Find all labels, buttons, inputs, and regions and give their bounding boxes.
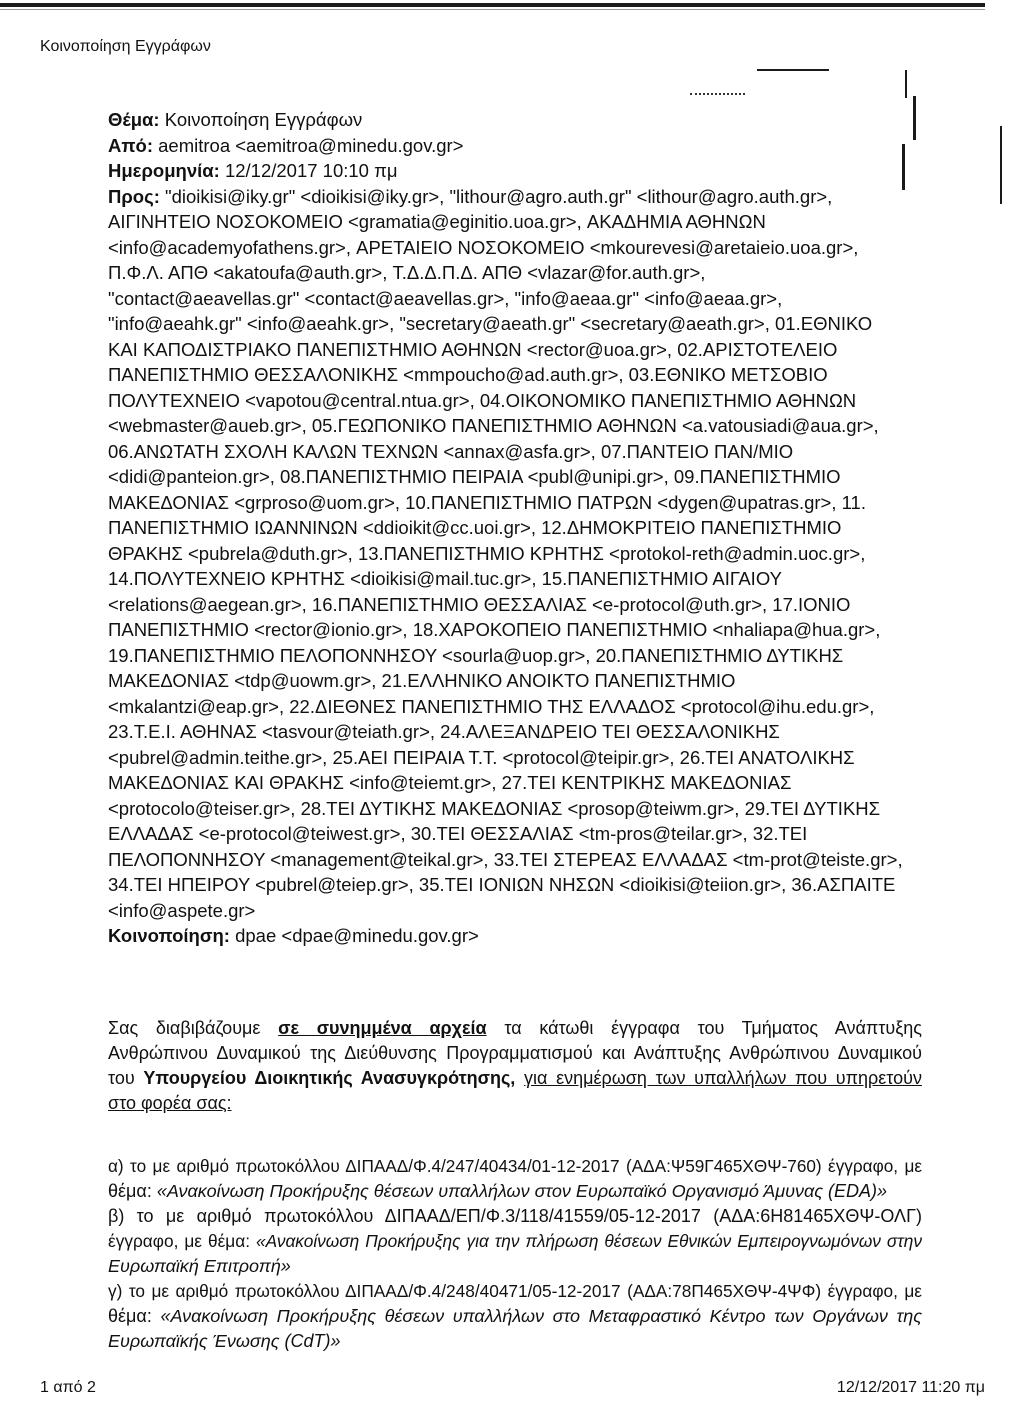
intro-line bbox=[108, 1091, 922, 1116]
subject-value: Κοινοποίηση Εγγράφων bbox=[164, 109, 363, 130]
date-label: Ημερομηνία: bbox=[108, 160, 220, 181]
list-item-subject: Ευρωπαϊκής Ένωσης (CdT)» bbox=[108, 1331, 341, 1351]
recipient-line: ΠΟΛΥΤΕΧΝΕΙΟ <vapotou@central.ntua.gr>, 04.ΟΙΚΟΝΟΜΙΚΟ ΠΑΝΕΠΙΣΤΗΜΙΟ ΑΘΗΝΩΝ bbox=[108, 389, 857, 411]
recipient-line: <info@academyofathens.gr>, ΑΡΕΤΑΙΕΙΟ ΝΟΣΟΚΟΜΕΙΟ <mkourevesi@aretaieio.uoa.gr>, bbox=[108, 236, 859, 258]
list-item-subject: «Ανακοίνωση Προκήρυξης θέσεων υπαλλήλων στο Μεταφραστικό Κέντρο των Οργάνων της bbox=[160, 1306, 922, 1326]
scan-artifact-vertical-line bbox=[905, 70, 907, 98]
recipient-line: <relations@aegean.gr>, 16.ΠΑΝΕΠΙΣΤΗΜΙΟ ΘΕΣΣΑΛΙΑΣ <e-protocol@uth.gr>, 17.ΙΟΝΙΟ bbox=[108, 593, 851, 615]
from-line bbox=[108, 133, 958, 159]
recipient-line: "dioikisi@iky.gr" <dioikisi@iky.gr>, "lithour@agro.auth.gr" <lithour@agro.auth.gr>, bbox=[165, 185, 833, 207]
intro-line bbox=[108, 1041, 922, 1066]
recipient-line: <mkalantzi@eap.gr>, 22.ΔΙΕΘΝΕΣ ΠΑΝΕΠΙΣΤΗΜΙΟ ΤΗΣ ΕΛΛΑΔΟΣ <protocol@ihu.edu.gr>, bbox=[108, 695, 875, 717]
recipient-line: ΚΑΙ ΚΑΠΟΔΙΣΤΡΙΑΚΟ ΠΑΝΕΠΙΣΤΗΜΙΟ ΑΘΗΝΩΝ <rector@uoa.gr>, 02.ΑΡΙΣΤΟΤΕΛΕΙΟ bbox=[108, 338, 838, 360]
print-timestamp: 12/12/2017 11:20 πμ bbox=[836, 1379, 985, 1396]
recipient-line: ΠΕΛΟΠΟΝΝΗΣΟΥ <management@teikal.gr>, 33.ΤΕΙ ΣΤΕΡΕΑΣ ΕΛΛΑΔΑΣ <tm-prot@teiste.gr>, bbox=[108, 848, 903, 870]
scan-artifact-dots bbox=[690, 93, 745, 95]
intro-text: του bbox=[108, 1068, 135, 1088]
date-value: 12/12/2017 10:10 πμ bbox=[224, 160, 398, 181]
list-item-c-line bbox=[108, 1304, 922, 1329]
list-item-subject: «Ανακοίνωση Προκήρυξης θέσεων υπαλλήλων στον Ευρωπαϊκό Οργανισμό Άμυνας (EDA)» bbox=[156, 1181, 888, 1201]
list-item-text: γ) το με αριθμό πρωτοκόλλου ΔΙΠΑΑΔ/Φ.4/248/40471/05-12-2017 (ΑΔΑ:78Π465ΧΘΨ-4ΨΦ) έγγραφο, με bbox=[108, 1281, 922, 1301]
page-title: Κοινοποίηση Εγγράφων bbox=[40, 38, 211, 55]
recipient-line: ΠΑΝΕΠΙΣΤΗΜΙΟ ΙΩΑΝΝΙΝΩΝ <ddioikit@cc.uoi.gr>, 12.ΔΗΜΟΚΡΙΤΕΙΟ ΠΑΝΕΠΙΣΤΗΜΙΟ bbox=[108, 517, 842, 538]
list-item-subject: «Ανακοίνωση Προκήρυξης για την πλήρωση θέσεων Εθνικών Εμπειρογνωμόνων στην bbox=[256, 1231, 922, 1251]
date-line bbox=[108, 158, 958, 184]
document-list bbox=[108, 1154, 922, 1354]
list-item-text: α) το με αριθμό πρωτοκόλλου ΔΙΠΑΑΔ/Φ.4/247/40434/01-12-2017 (ΑΔΑ:Ψ59Γ465ΧΘΨ-760) έγγραφο, με bbox=[108, 1156, 922, 1176]
recipient-line: <info@aspete.gr> bbox=[108, 899, 256, 921]
list-item-b-line bbox=[108, 1229, 922, 1254]
purpose-emphasis: για ενημέρωση των υπαλλήλων που υπηρετούν bbox=[524, 1068, 922, 1088]
recipient-line: "info@aeahk.gr" <info@aeahk.gr>, "secretary@aeath.gr" <secretary@aeath.gr>, 01.ΕΘΝΙΚΟ bbox=[108, 313, 873, 334]
recipient-line: ΠΑΝΕΠΙΣΤΗΜΙΟ <rector@ionio.gr>, 18.ΧΑΡΟΚΟΠΕΙΟ ΠΑΝΕΠΙΣΤΗΜΙΟ <nhaliapa@hua.gr>, bbox=[108, 619, 881, 640]
recipient-line: 19.ΠΑΝΕΠΙΣΤΗΜΙΟ ΠΕΛΟΠΟΝΝΗΣΟΥ <sourla@uop.gr>, 20.ΠΑΝΕΠΙΣΤΗΜΙΟ ΔΥΤΙΚΗΣ bbox=[108, 644, 844, 666]
recipient-line: <pubrel@admin.teithe.gr>, 25.ΑΕΙ ΠΕΙΡΑΙΑ Τ.Τ. <protocol@teipir.gr>, 26.ΤΕΙ ΑΝΑΤΟΛΙΚΗΣ bbox=[108, 746, 855, 768]
cc-value: dpae <dpae@minedu.gov.gr> bbox=[235, 925, 479, 946]
ministry-name: Υπουργείου Διοικητικής Ανασυγκρότησης, bbox=[143, 1068, 516, 1088]
scan-artifact-dash bbox=[757, 69, 829, 71]
list-item-a-line bbox=[108, 1154, 922, 1179]
list-item-c-line bbox=[108, 1329, 922, 1354]
recipient-line: ΕΛΛΑΔΑΣ <e-protocol@teiwest.gr>, 30.ΤΕΙ ΘΕΣΣΑΛΙΑΣ <tm-pros@teilar.gr>, 32.ΤΕΙ bbox=[108, 823, 808, 844]
cc-line bbox=[108, 923, 958, 949]
intro-line bbox=[108, 1016, 922, 1041]
recipient-line: <didi@panteion.gr>, 08.ΠΑΝΕΠΙΣΤΗΜΙΟ ΠΕΙΡΑΙΑ <publ@unipi.gr>, 09.ΠΑΝΕΠΙΣΤΗΜΙΟ bbox=[108, 466, 841, 487]
recipient-line: 14.ΠΟΛΥΤΕΧΝΕΙΟ ΚΡΗΤΗΣ <dioikisi@mail.tuc.gr>, 15.ΠΑΝΕΠΙΣΤΗΜΙΟ ΑΙΓΑΙΟΥ bbox=[108, 568, 782, 589]
from-value: aemitroa <aemitroa@minedu.gov.gr> bbox=[158, 134, 464, 156]
page-number: 1 από 2 bbox=[40, 1379, 96, 1396]
list-item-subject: Ευρωπαϊκή Επιτροπή» bbox=[108, 1256, 291, 1276]
recipient-line: ΜΑΚΕΔΟΝΙΑΣ <grproso@uom.gr>, 10.ΠΑΝΕΠΙΣΤΗΜΙΟ ΠΑΤΡΩΝ <dygen@upatras.gr>, 11. bbox=[108, 491, 866, 513]
recipient-line: "contact@aeavellas.gr" <contact@aeavellas.gr>, "info@aeaa.gr" <info@aeaa.gr>, bbox=[108, 287, 783, 309]
scan-artifact-top-bar bbox=[0, 3, 985, 7]
cc-label: Κοινοποίηση: bbox=[108, 925, 230, 946]
list-item-a-line bbox=[108, 1179, 922, 1204]
to-label: Προς: bbox=[108, 185, 160, 207]
intro-paragraph bbox=[108, 1016, 922, 1116]
subject-line bbox=[108, 107, 958, 133]
intro-text: Ανθρώπινου Δυναμικού της Διεύθυνσης Προγραμματισμού και Ανάπτυξης Ανθρώπινου Δυναμικού bbox=[108, 1043, 922, 1063]
subject-label: Θέμα: bbox=[108, 109, 160, 130]
to-line bbox=[108, 184, 958, 210]
scan-artifact-vertical-line bbox=[1000, 126, 1002, 204]
from-label: Από: bbox=[108, 134, 153, 156]
recipient-line: ΜΑΚΕΔΟΝΙΑΣ ΚΑΙ ΘΡΑΚΗΣ <info@teiemt.gr>, 27.ΤΕΙ ΚΕΝΤΡΙΚΗΣ ΜΑΚΕΔΟΝΙΑΣ bbox=[108, 772, 792, 793]
recipient-line: 23.Τ.Ε.Ι. ΑΘΗΝΑΣ <tasvour@teiath.gr>, 24.ΑΛΕΞΑΝΔΡΕΙΟ ΤΕΙ ΘΕΣΣΑΛΟΝΙΚΗΣ bbox=[108, 721, 780, 742]
intro-text: Σας διαβιβάζουμε bbox=[108, 1018, 261, 1038]
recipient-line: <webmaster@aueb.gr>, 05.ΓΕΩΠΟΝΙΚΟ ΠΑΝΕΠΙΣΤΗΜΙΟ ΑΘΗΝΩΝ <a.vatousiadi@aua.gr>, bbox=[108, 415, 879, 436]
list-item-c-line bbox=[108, 1279, 922, 1304]
list-item-text: β) το με αριθμό πρωτοκόλλου ΔΙΠΑΑΔ/ΕΠ/Φ.3/118/41559/05-12-2017 (ΑΔΑ:6Η81465ΧΘΨ-ΟΛΓ) bbox=[108, 1206, 922, 1226]
list-item-text: θέμα: bbox=[108, 1181, 152, 1201]
list-item-b-line bbox=[108, 1254, 922, 1279]
list-item-text: θέμα: bbox=[108, 1306, 152, 1326]
list-item-text: έγγραφο, με θέμα: bbox=[108, 1231, 251, 1251]
scan-artifact-top-line bbox=[0, 9, 985, 10]
recipient-line: ΘΡΑΚΗΣ <pubrela@duth.gr>, 13.ΠΑΝΕΠΙΣΤΗΜΙΟ ΚΡΗΤΗΣ <protokol-reth@admin.uoc.gr>, bbox=[108, 542, 866, 564]
recipient-line: Π.Φ.Λ. ΑΠΘ <akatoufa@auth.gr>, Τ.Δ.Δ.Π.Δ. ΑΠΘ <vlazar@for.auth.gr>, bbox=[108, 262, 706, 283]
recipient-line: 34.ΤΕΙ ΗΠΕΙΡΟΥ <pubrel@teiep.gr>, 35.ΤΕΙ ΙΟΝΙΩΝ ΝΗΣΩΝ <dioikisi@teiion.gr>, 36.ΑΣΠΑΙΤΕ bbox=[108, 874, 896, 895]
attachments-emphasis: σε συνημμένα αρχεία bbox=[278, 1018, 487, 1038]
recipient-line: ΜΑΚΕΔΟΝΙΑΣ <tdp@uowm.gr>, 21.ΕΛΛΗΝΙΚΟ ΑΝΟΙΚΤΟ ΠΑΝΕΠΙΣΤΗΜΙΟ bbox=[108, 670, 736, 691]
purpose-emphasis: στο φορέα σας: bbox=[108, 1093, 232, 1113]
recipient-line: ΑΙΓΙΝΗΤΕΙΟ ΝΟΣΟΚΟΜΕΙΟ <gramatia@eginitio.uoa.gr>, ΑΚΑΔΗΜΙΑ ΑΘΗΝΩΝ bbox=[108, 211, 766, 232]
recipient-line: ΠΑΝΕΠΙΣΤΗΜΙΟ ΘΕΣΣΑΛΟΝΙΚΗΣ <mmpoucho@ad.auth.gr>, 03.ΕΘΝΙΚΟ ΜΕΤΣΟΒΙΟ bbox=[108, 364, 828, 385]
email-header bbox=[108, 107, 958, 949]
intro-text: τα κάτωθι έγγραφα του Τμήματος Ανάπτυξης bbox=[504, 1018, 922, 1038]
list-item-b-line bbox=[108, 1204, 922, 1229]
intro-line bbox=[108, 1066, 922, 1091]
recipient-line: 06.ΑΝΩΤΑΤΗ ΣΧΟΛΗ ΚΑΛΩΝ ΤΕΧΝΩΝ <annax@asfa.gr>, 07.ΠΑΝΤΕΙΟ ΠΑΝ/ΜΙΟ bbox=[108, 440, 794, 462]
recipient-line: <protocolo@teiser.gr>, 28.ΤΕΙ ΔΥΤΙΚΗΣ ΜΑΚΕΔΟΝΙΑΣ <prosop@teiwm.gr>, 29.ΤΕΙ ΔΥΤΙΚΗΣ bbox=[108, 797, 881, 819]
